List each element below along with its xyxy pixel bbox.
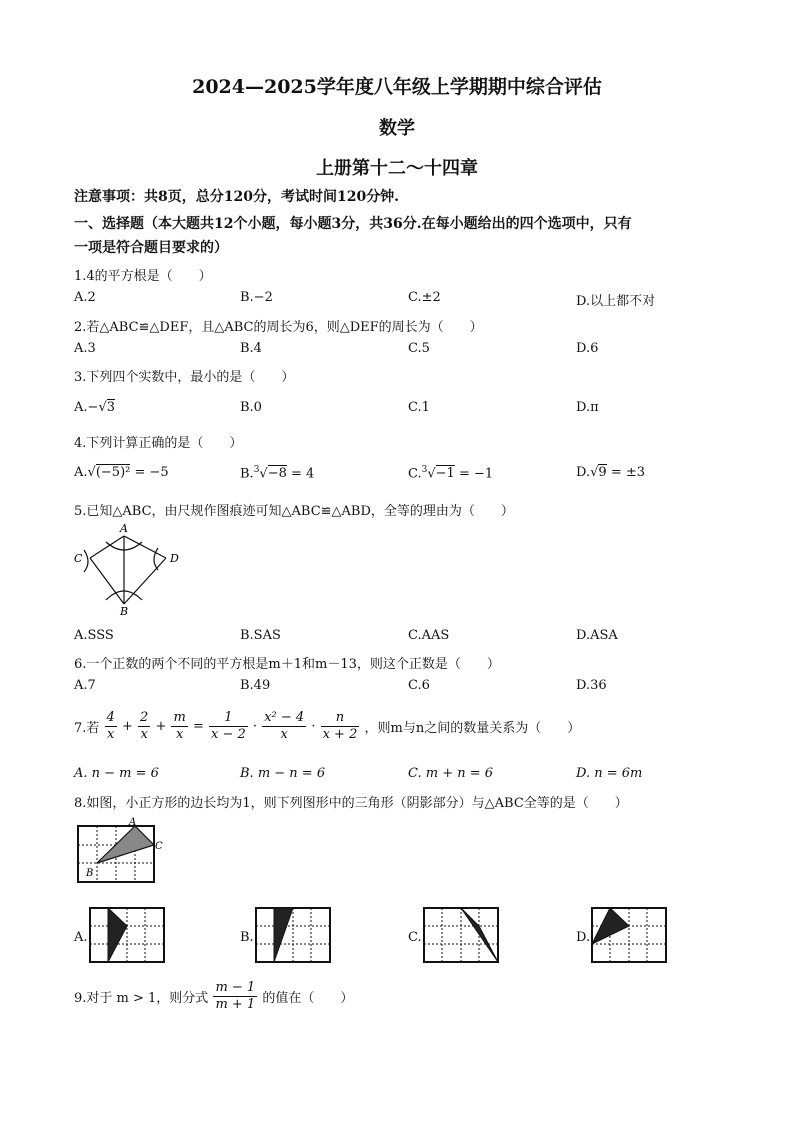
q5-option-d: D.ASA [576,628,618,643]
q4-d-radicand: 9 [598,465,607,480]
subject-title: 数学 [379,118,415,139]
q2-stem: 2.若△ABC≌△DEF，且△ABC的周长为6，则△DEF的周长为（ ） [74,320,483,335]
q4-c-radicand: −1 [435,466,455,482]
q4-stem: 4.下列计算正确的是（ ） [74,436,243,451]
q1-stem: 1.4的平方根是（ ） [74,269,212,284]
q9-fraction: $\frac{m - 1}{m + 1}$ [215,980,256,1012]
q7-option-d: D. n = 6m [576,766,643,781]
q4-b-index: 3 [253,465,260,475]
q8-option-b: B. [240,930,254,945]
q3-a-prefix: A. [74,400,88,415]
q5-edge-ad [124,536,166,558]
q3-stem: 3.下列四个实数中，最小的是（ ） [74,370,295,385]
scope-title: 上册第十二～十四章 [316,158,478,179]
q5-label-a: A [120,522,128,535]
q4-b-result: = 4 [291,466,315,482]
q4-c-prefix: C. [408,466,422,482]
q2-option-d: D.6 [576,341,599,356]
sqrt-icon: √ [98,400,107,415]
q8-main-triangle [97,826,154,863]
q7-equals: = [192,719,204,734]
q5-label-b: B [120,605,129,616]
q9-suffix: 的值在（ ） [262,991,354,1006]
section-heading-line2: 一项是符合题目要求的） [74,240,228,256]
q7-dot-1: · [252,719,258,734]
q8-option-c: C. [408,930,422,945]
q2-option-a: A.3 [74,341,96,356]
q6-stem: 6.一个正数的两个不同的平方根是m＋1和m－13，则这个正数是（ ） [74,657,500,672]
q2-option-c: C.5 [408,341,430,356]
q8-figure-d [590,906,670,964]
sqrt-icon: √ [87,465,96,480]
q4-option-a [74,465,169,480]
q4-d-prefix: D. [576,465,591,480]
q3-option-b: B.0 [240,400,262,415]
q1-option-d: D.以上都不对 [576,294,656,309]
q5-option-b: B.SAS [240,628,281,643]
q7-option-c: C. m + n = 6 [408,766,494,781]
q5-stem: 5.已知△ABC，由尺规作图痕迹可知△ABC≌△ABD，全等的理由为（ ） [74,504,514,519]
sqrt-icon: √ [427,466,436,482]
q5-edge-ca [90,536,124,558]
q8-label-b: B [86,868,94,879]
q7-option-b: B. m − n = 6 [240,766,326,781]
q2-option-b: B.4 [240,341,262,356]
q8-figure-main [74,816,166,886]
q8-figure-c [422,906,502,964]
q1-option-a: A.2 [74,290,96,305]
q7-frac-6: $\frac{n}{x + 2}$ [322,710,358,742]
q4-option-c [408,465,493,481]
q7-frac-3: $\frac{m}{x}$ [173,710,186,742]
q3-a-neg: − [87,400,99,415]
q8-label-a: A [129,817,137,828]
q7-frac-4: $\frac{1}{x - 2}$ [211,710,246,742]
q3-option-c: C.1 [408,400,430,415]
q4-c-index: 3 [421,465,428,475]
q7-plus-1: + [121,719,133,734]
q4-a-prefix: A. [74,465,88,480]
q3-option-d: D.π [576,400,599,415]
q6-option-a: A.7 [74,678,96,693]
q9-prefix: 9.对于 m > 1，则分式 [74,991,209,1006]
q7-frac-1: $\frac{4}{x}$ [106,710,115,742]
q5-option-a: A.SSS [74,628,114,643]
q4-b-prefix: B. [240,466,254,482]
q4-a-result: = −5 [134,465,169,480]
q7-frac-2: $\frac{2}{x}$ [140,710,149,742]
q3-option-a [74,400,115,415]
q5-arc-left [84,550,88,572]
q6-option-c: C.6 [408,678,430,693]
q6-option-b: B.49 [240,678,271,693]
q5-figure [70,522,190,616]
q5-label-d: D [170,552,179,565]
q7-frac-5: $\frac{\text{x² − 4}}{x}$ [264,710,305,742]
q7-stem [74,710,580,743]
q5-option-c: C.AAS [408,628,450,643]
sqrt-icon: √ [590,465,599,480]
q4-b-radicand: −8 [267,466,287,482]
q7-dot-2: · [311,719,316,734]
q4-option-d [576,465,645,480]
q1-option-c: C.±2 [408,290,441,305]
notice: 注意事项：共8页，总分120分，考试时间120分钟. [74,189,400,205]
sqrt-icon: √ [259,466,268,482]
q1-option-b: B.−2 [240,290,273,305]
q5-label-c: C [74,552,83,565]
q8-figure-a [88,906,168,964]
q8-label-c: C [155,841,163,852]
q4-c-result: = −1 [458,466,494,482]
exam-title: 2024—2025学年度八年级上学期期中综合评估 [192,76,602,98]
q5-edge-db [124,558,166,604]
q8-figure-b [254,906,334,964]
q8-stem: 8.如图，小正方形的边长均为1，则下列图形中的三角形（阴影部分）与△ABC全等的是（ ） [74,796,628,811]
q4-a-radicand: (−5)² [95,465,131,480]
section-heading-line1: 一、选择题（本大题共12个小题，每小题3分，共36分.在每小题给出的四个选项中，只有 [74,216,632,232]
q3-a-radicand: 3 [106,400,116,415]
q8-option-a: A. [74,930,88,945]
q5-edge-cb [90,558,124,604]
q4-d-result: = ±3 [610,465,646,480]
q7-suffix: ，则m与n之间的数量关系为（ ） [364,721,581,736]
q7-option-a: A. n − m = 6 [74,766,159,781]
q9-stem [74,980,353,1013]
q7-prefix: 7.若 [74,721,100,736]
q8-option-d: D. [576,930,591,945]
q6-option-d: D.36 [576,678,607,693]
q4-option-b [240,465,314,481]
q7-plus-2: + [155,719,167,734]
